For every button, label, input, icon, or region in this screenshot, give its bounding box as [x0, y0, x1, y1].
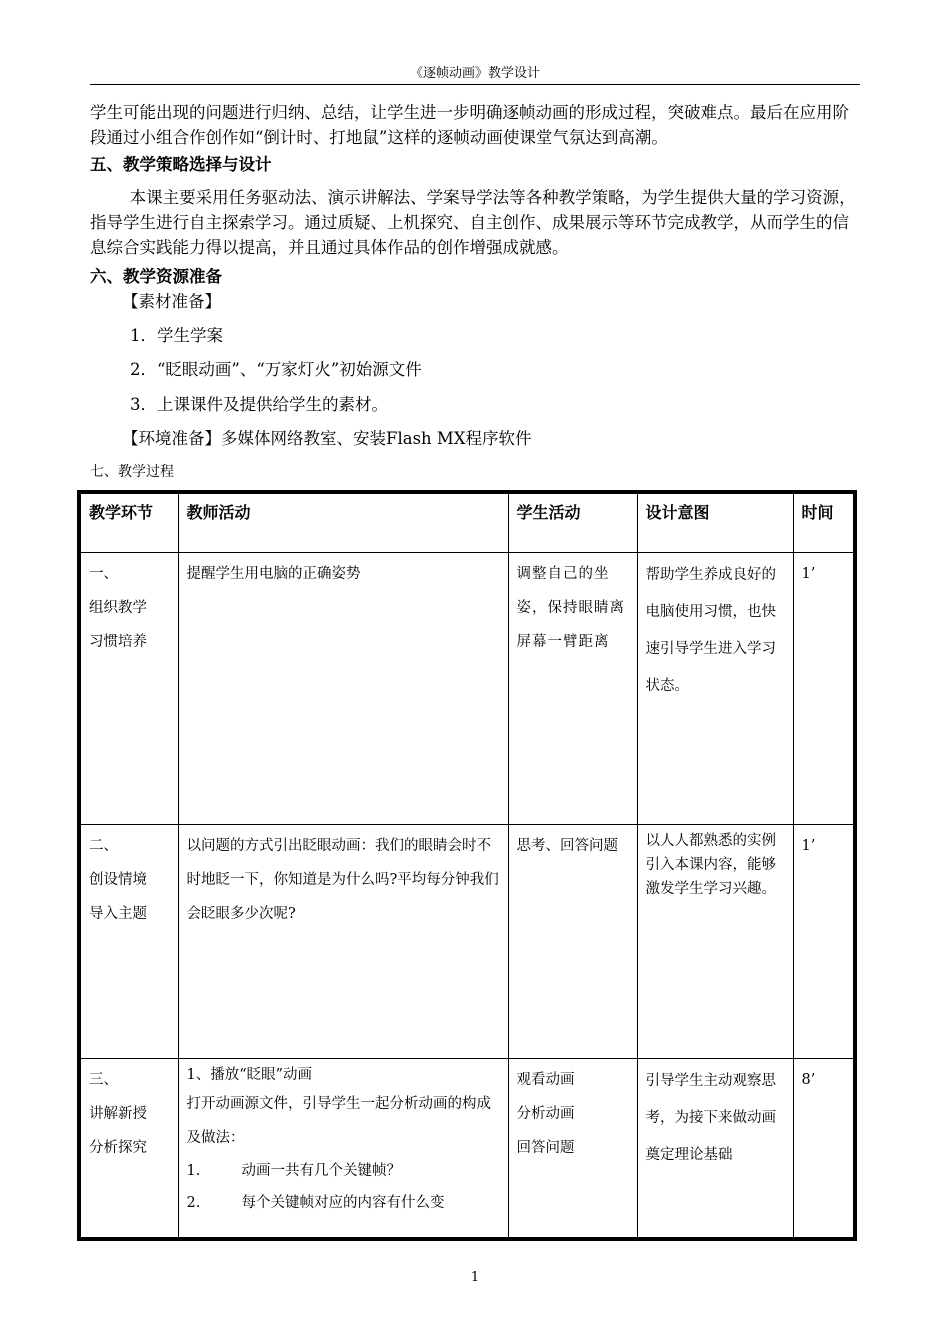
- teacher-step-text: 打开动画源文件，引导学生一起分析动画的构成及做法：: [186, 1096, 491, 1146]
- header-intent: 设计意图: [637, 492, 793, 553]
- section-5-paragraph: 本课主要采用任务驱动法、演示讲解法、学案导学法等各种教学策略，为学生提供大量的学习资源，指导学生进行自主探索学习。通过质疑、上机探究、自主创作、成果展示等环节完成教学，从而学生的信息综合实践能力得以提高，并且通过具体作品的创作增强成就感。: [90, 188, 856, 257]
- environment-line: 【环境准备】多媒体网络教室、安装Flash MX程序软件: [122, 429, 532, 448]
- teacher-cell: 提醒学生用电脑的正确姿势: [178, 553, 508, 825]
- section-5-heading: 五、教学策略选择与设计: [90, 155, 272, 174]
- section-7-heading: 七、教学过程: [90, 464, 174, 480]
- stage-line: 讲解新授: [89, 1106, 147, 1122]
- student-line: 回答问题: [516, 1140, 575, 1156]
- stage-number: 一、: [89, 566, 118, 582]
- table-row: [79, 553, 855, 825]
- time-cell: 8’: [793, 1059, 855, 1239]
- table-row: [79, 1059, 855, 1239]
- stage-line: 导入主题: [89, 906, 147, 922]
- teacher-step-title: 1、播放“眨眼”动画: [186, 1067, 313, 1083]
- header-time: 时间: [793, 492, 855, 553]
- material-label: 【素材准备】: [122, 292, 221, 311]
- list-item: [187, 1155, 500, 1187]
- list-item: [187, 1187, 500, 1219]
- running-header: 《逐帧动画》教学设计: [409, 66, 540, 81]
- student-line: 分析动画: [516, 1106, 575, 1122]
- header-student: 学生活动: [508, 492, 637, 553]
- teaching-process-table: [77, 490, 857, 1241]
- teacher-cell: [178, 1059, 508, 1239]
- student-cell: 调整自己的坐姿，保持眼睛离屏幕一臂距离: [508, 553, 637, 825]
- stage-line: 组织教学: [89, 600, 147, 616]
- stage-cell: [79, 1059, 178, 1239]
- table-row: [79, 825, 855, 1059]
- stage-line: 习惯培养: [89, 634, 147, 650]
- list-number: 1.: [186, 1163, 201, 1179]
- intent-cell: 引导学生主动观察思考，为接下来做动画奠定理论基础: [637, 1059, 793, 1239]
- stage-number: 二、: [89, 838, 118, 854]
- intent-cell: 帮助学生养成良好的电脑使用习惯，也快速引导学生进入学习状态。: [637, 553, 793, 825]
- section-6-heading: 六、教学资源准备: [90, 267, 222, 286]
- time-cell: 1’: [793, 825, 855, 1059]
- header-stage: 教学环节: [79, 492, 178, 553]
- stage-line: 创设情境: [89, 872, 147, 888]
- stage-cell: [79, 553, 178, 825]
- student-cell: 思考、回答问题: [508, 825, 637, 1059]
- student-line: 观看动画: [516, 1072, 575, 1088]
- header-divider: [90, 84, 860, 85]
- table-header-row: [79, 492, 855, 553]
- page-number: 1: [470, 1270, 480, 1285]
- time-cell: 1’: [793, 553, 855, 825]
- intent-cell: 以人人都熟悉的实例引入本课内容，能够激发学生学习兴趣。: [637, 825, 793, 1059]
- stage-cell: [79, 825, 178, 1059]
- intro-paragraph: 学生可能出现的问题进行归纳、总结，让学生进一步明确逐帧动画的形成过程，突破难点。最后在应用阶段通过小组合作创作如“倒计时、打地鼠”这样的逐帧动画使课堂气氛达到高潮。: [90, 103, 849, 147]
- stage-number: 三、: [89, 1072, 118, 1088]
- list-text: 动画一共有几个关键帧？: [241, 1163, 401, 1179]
- list-text: 每个关键帧对应的内容有什么变: [241, 1195, 445, 1211]
- header-teacher: 教师活动: [178, 492, 508, 553]
- material-item-3: 3．上课课件及提供给学生的素材。: [130, 395, 388, 414]
- material-item-2: 2．“眨眼动画”、“万家灯火”初始源文件: [130, 360, 422, 379]
- student-cell: [508, 1059, 637, 1239]
- stage-line: 分析探究: [89, 1140, 147, 1156]
- material-item-1: 1．学生学案: [130, 326, 223, 345]
- teacher-cell: 以问题的方式引出眨眼动画：我们的眼睛会时不时地眨一下，你知道是为什么吗?平均每分钟我们会眨眼多少次呢?: [178, 825, 508, 1059]
- list-number: 2.: [186, 1195, 201, 1211]
